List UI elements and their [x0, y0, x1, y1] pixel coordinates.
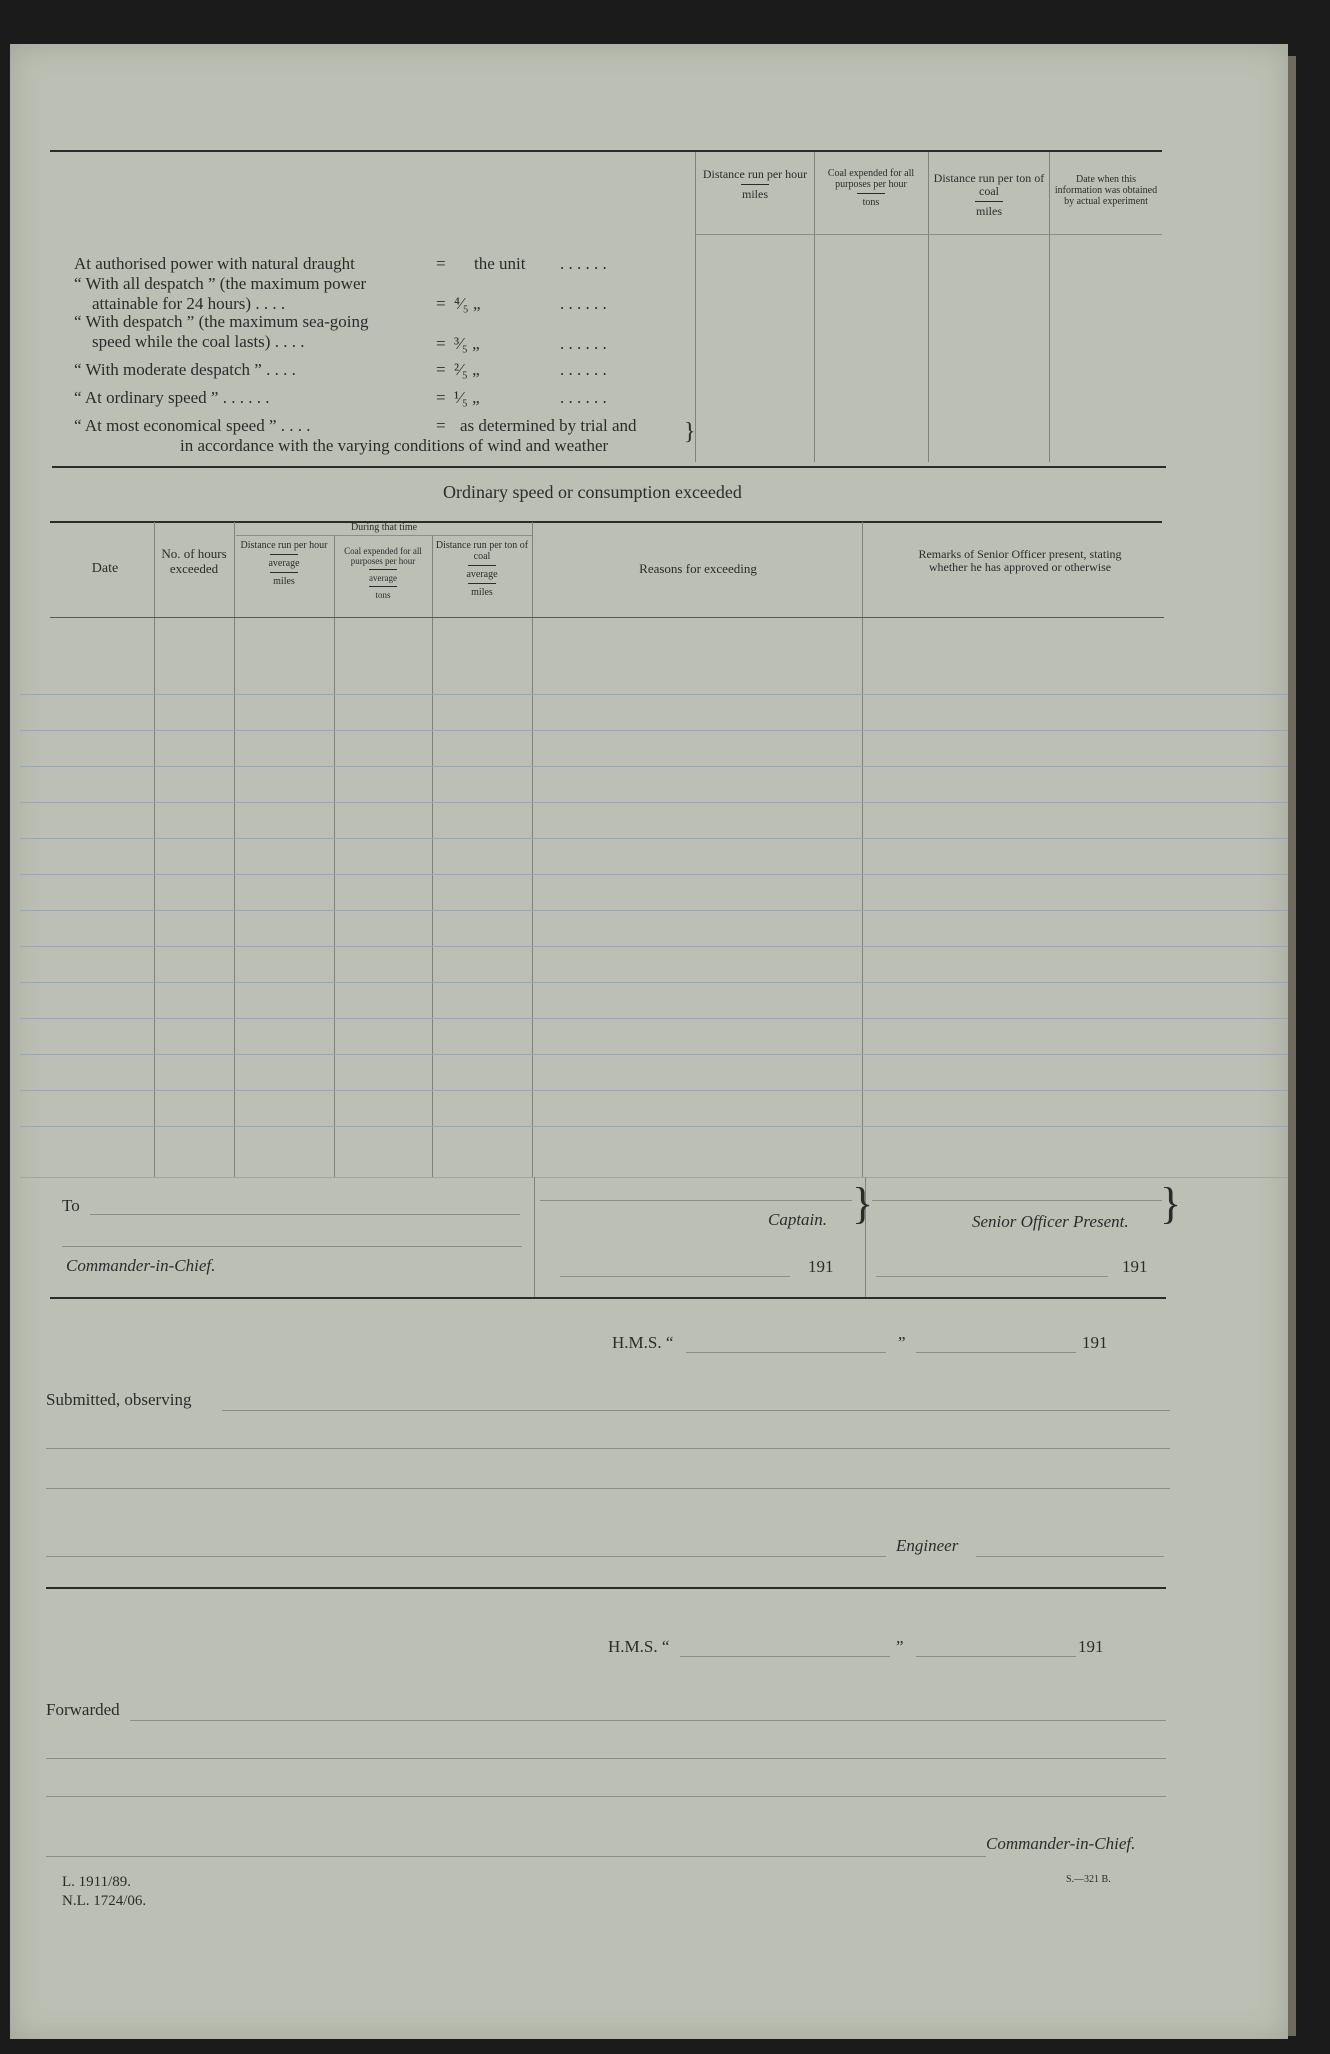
- group-rule: [236, 535, 532, 536]
- senior-year: 191: [1122, 1257, 1148, 1276]
- senior-date-line[interactable]: [876, 1276, 1108, 1277]
- captain-date-line[interactable]: [560, 1276, 790, 1277]
- header-avg-coal: Coal expended for all purposes per hour average tons: [344, 546, 422, 600]
- row-label-cont: in accordance with the varying conditions of wind and weather: [180, 436, 609, 455]
- submission-line[interactable]: [46, 1556, 886, 1557]
- close-quote: ”: [898, 1333, 906, 1352]
- commander-label: Commander-in-Chief.: [66, 1256, 216, 1275]
- col-divider: [1049, 152, 1050, 462]
- captain-label: Captain.: [768, 1210, 828, 1229]
- submission-line[interactable]: [222, 1410, 1170, 1411]
- header-distance-per-hour: Distance run per hour miles: [702, 167, 808, 201]
- row-equals: =: [436, 334, 446, 353]
- row-value: ⁴⁄₅ „: [454, 294, 481, 313]
- group-header: During that time: [350, 522, 418, 533]
- table-row[interactable]: [20, 1177, 1288, 1178]
- col-divider: [695, 152, 696, 462]
- table-row[interactable]: [20, 874, 1288, 875]
- row-label: “ With moderate despatch ” . . . .: [74, 360, 296, 379]
- row-label: “ With all despatch ” (the maximum power: [74, 274, 367, 293]
- close-quote: ”: [896, 1637, 904, 1656]
- col-divider: [334, 536, 335, 1177]
- row-equals: =: [436, 294, 446, 313]
- signature-bottom-rule: [50, 1297, 1166, 1299]
- row-label: At authorised power with natural draught: [74, 254, 355, 273]
- forwarding-line[interactable]: [46, 1758, 1166, 1759]
- submission-bottom-rule: [46, 1587, 1166, 1589]
- table-row[interactable]: [20, 1090, 1288, 1091]
- col-divider: [862, 522, 863, 1177]
- header-rule: [695, 234, 1162, 235]
- hms-label: H.M.S. “: [612, 1333, 674, 1352]
- table-row[interactable]: [20, 1054, 1288, 1055]
- row-equals: =: [436, 360, 446, 379]
- to-label: To: [62, 1196, 80, 1215]
- table-row[interactable]: [20, 802, 1288, 803]
- header-coal-per-hour: Coal expended for all purposes per hour tons: [827, 168, 915, 208]
- row-brace: }: [684, 419, 696, 445]
- row-dots: . . . . . .: [560, 334, 607, 353]
- date-line[interactable]: [916, 1352, 1076, 1353]
- table-row[interactable]: [20, 1018, 1288, 1019]
- exceeded-top-rule: [50, 521, 1162, 523]
- header-remarks: Remarks of Senior Officer present, stating whether he has approved or otherwise: [918, 547, 1122, 574]
- table-row[interactable]: [20, 982, 1288, 983]
- header-date: Date: [91, 561, 119, 576]
- page-edge: [1288, 56, 1296, 2036]
- forwarded-label: Forwarded: [46, 1700, 120, 1719]
- row-value: the unit: [474, 254, 526, 273]
- brace: }: [852, 1179, 874, 1228]
- section-title: Ordinary speed or consumption exceeded: [443, 482, 742, 502]
- forwarding-line[interactable]: [130, 1720, 1166, 1721]
- row-value: ¹⁄₅ „: [454, 388, 480, 407]
- table-row[interactable]: [20, 766, 1288, 767]
- ship-name-line[interactable]: [686, 1352, 886, 1353]
- col-divider: [534, 1177, 535, 1297]
- form-number: S.—321 B.: [1066, 1874, 1111, 1885]
- table-row[interactable]: [20, 730, 1288, 731]
- brace: }: [1160, 1179, 1182, 1228]
- captain-year: 191: [808, 1257, 834, 1276]
- to-line-2[interactable]: [62, 1246, 522, 1247]
- row-dots: . . . . . .: [560, 294, 607, 313]
- row-value: ²⁄₅ „: [454, 360, 480, 379]
- commander-label: Commander-in-Chief.: [986, 1834, 1136, 1853]
- col-divider: [432, 536, 433, 1177]
- header-hours: No. of hours exceeded: [161, 546, 227, 576]
- date-line[interactable]: [916, 1656, 1076, 1657]
- forwarding-year: 191: [1078, 1637, 1104, 1656]
- header-bottom-rule: [50, 617, 1164, 618]
- row-equals: =: [436, 254, 446, 273]
- row-equals: =: [436, 388, 446, 407]
- header-reasons: Reasons for exceeding: [639, 561, 757, 576]
- header-distance-per-ton: Distance run per ton of coal miles: [933, 171, 1045, 218]
- ship-name-line[interactable]: [680, 1656, 890, 1657]
- engineer-label: Engineer: [896, 1536, 959, 1555]
- col-divider: [814, 152, 815, 462]
- col-divider: [234, 522, 235, 1177]
- header-avg-distance: Distance run per hour average miles: [240, 540, 328, 587]
- table-row[interactable]: [20, 1126, 1288, 1127]
- submitted-label: Submitted, observing: [46, 1390, 192, 1409]
- row-equals: =: [436, 416, 446, 435]
- col-divider: [154, 522, 155, 1177]
- row-label: “ At ordinary speed ” . . . . . .: [74, 388, 270, 407]
- header-avg-distance-ton: Distance run per ton of coal average miles: [435, 540, 529, 598]
- senior-officer-label: Senior Officer Present.: [972, 1212, 1129, 1231]
- submission-line[interactable]: [46, 1448, 1170, 1449]
- col-divider: [532, 522, 533, 1177]
- hms-label: H.M.S. “: [608, 1637, 670, 1656]
- header-date-obtained: Date when this information was obtained by actual experiment: [1054, 174, 1158, 207]
- row-label-cont: attainable for 24 hours) . . . .: [92, 294, 286, 313]
- to-line[interactable]: [90, 1214, 520, 1215]
- forwarding-line[interactable]: [46, 1856, 986, 1857]
- captain-line[interactable]: [540, 1200, 852, 1201]
- col-divider: [928, 152, 929, 462]
- reference-number: L. 1911/89.: [62, 1874, 132, 1890]
- row-dots: . . . . . .: [560, 360, 607, 379]
- row-value: as determined by trial and: [460, 416, 637, 435]
- senior-officer-line[interactable]: [872, 1200, 1162, 1201]
- forwarding-line[interactable]: [46, 1796, 1166, 1797]
- table-row[interactable]: [20, 910, 1288, 911]
- submission-year: 191: [1082, 1333, 1108, 1352]
- engineer-signature-line[interactable]: [976, 1556, 1164, 1557]
- reference-number: N.L. 1724/06.: [62, 1893, 147, 1909]
- row-dots: . . . . . .: [560, 388, 607, 407]
- row-label: “ At most economical speed ” . . . .: [74, 416, 311, 435]
- table-row[interactable]: [20, 838, 1288, 839]
- row-dots: . . . . . .: [560, 254, 607, 273]
- table-row[interactable]: [20, 946, 1288, 947]
- top-table-end-rule: [52, 466, 1166, 468]
- row-label-cont: speed while the coal lasts) . . . .: [92, 332, 305, 351]
- row-value: ³⁄₅ „: [454, 334, 480, 353]
- submission-line[interactable]: [46, 1488, 1170, 1489]
- row-label: “ With despatch ” (the maximum sea-going: [74, 312, 369, 331]
- table-row[interactable]: [20, 694, 1288, 695]
- top-table-rule: [50, 150, 1162, 152]
